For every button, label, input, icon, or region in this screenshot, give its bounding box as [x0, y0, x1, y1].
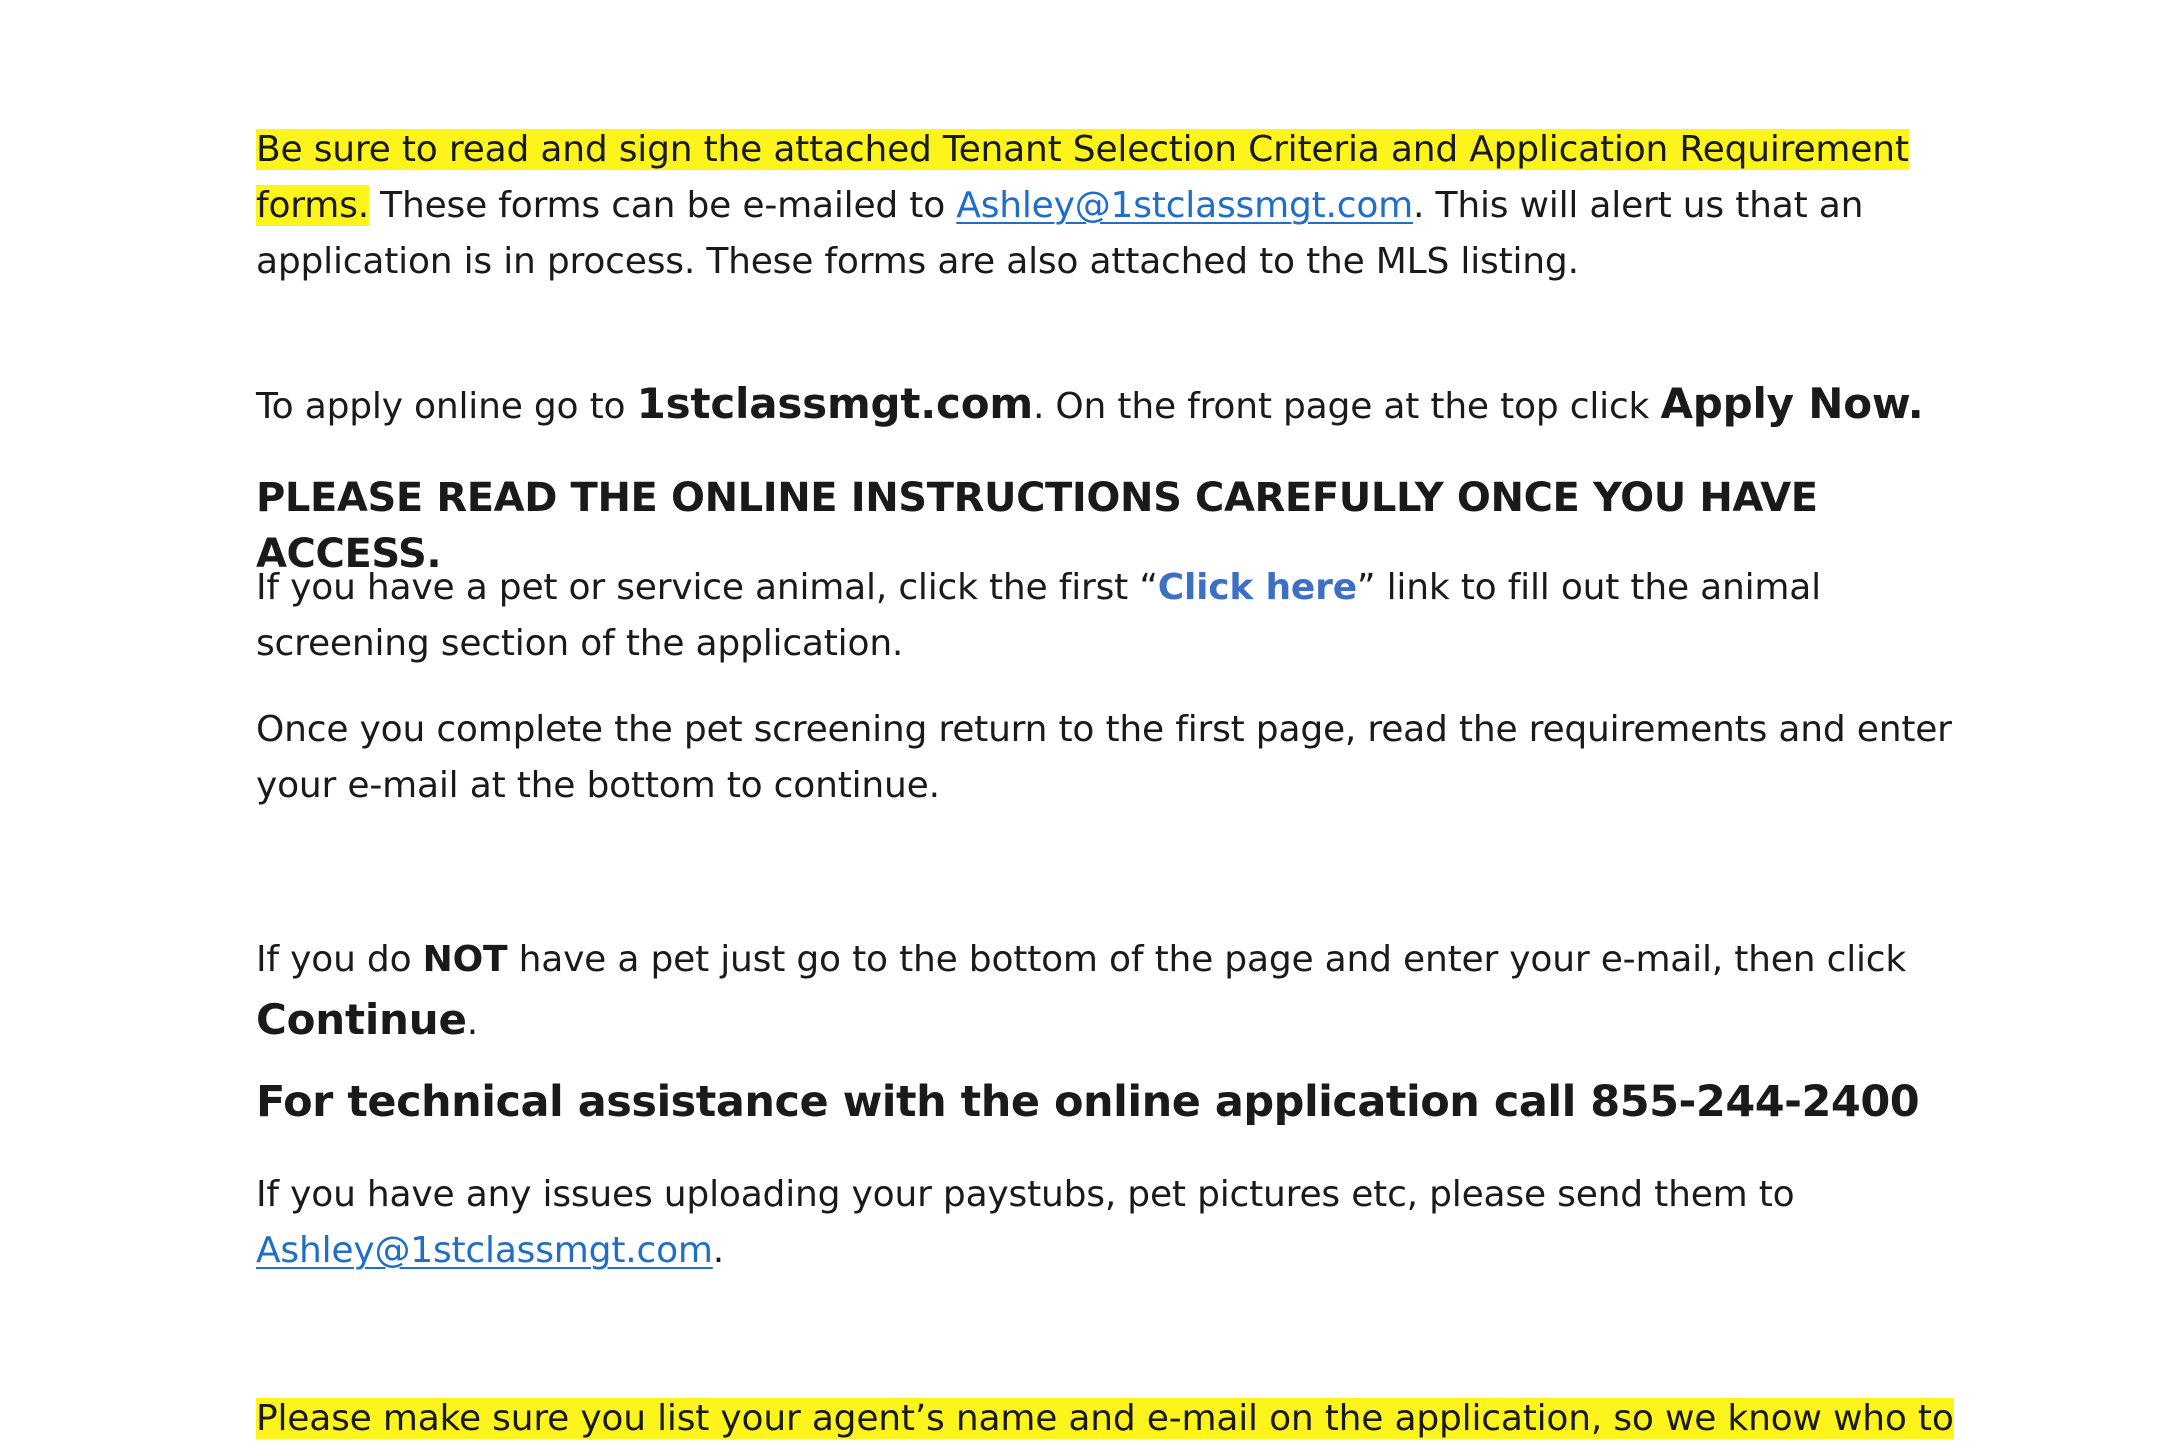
upload-text: If you have any issues uploading your paystubs, pet pictures etc, please send them to — [256, 1174, 1795, 1215]
pet-prefix: If you have a pet or service animal, click the first “ — [256, 567, 1158, 608]
apply-now-text: Apply Now. — [1660, 379, 1924, 428]
continue-text: Continue — [256, 995, 467, 1044]
apply-prefix: To apply online go to — [256, 386, 637, 427]
pet-suffix: ” link to fill out the animal screening section of the application. — [256, 567, 1821, 664]
intro-highlight: Be sure to read and sign the attached Tenant Selection Criteria and Application Requirement forms. — [256, 129, 1909, 226]
intro-paragraph — [256, 122, 1956, 290]
intro-text-1: These forms can be e-mailed to — [368, 185, 957, 226]
no-pet-prefix: If you do — [256, 939, 423, 980]
tech-assistance-heading: For technical assistance with the online application call 855-244-2400 — [256, 1077, 1920, 1127]
no-pet-not: NOT — [422, 939, 508, 980]
upload-suffix: . — [712, 1230, 725, 1271]
no-pet-paragraph — [256, 930, 1956, 1053]
complete-paragraph: Once you complete the pet screening return to the first page, read the requirements and enter your e-mail at the bottom to continue. — [256, 709, 1952, 806]
pet-paragraph — [256, 560, 1956, 672]
apply-site: 1stclassmgt.com — [636, 379, 1033, 428]
intro-text-2: . This will alert us that an application is in process. These forms are also attached to the MLS listing. — [256, 185, 1864, 282]
apply-paragraph — [256, 376, 1956, 435]
upload-email-link[interactable]: Ashley@1stclassmgt.com — [256, 1230, 713, 1271]
instructions-heading: PLEASE READ THE ONLINE INSTRUCTIONS CAREFULLY ONCE YOU HAVE ACCESS. — [256, 475, 1818, 577]
agent-paragraph — [256, 1391, 1956, 1447]
no-pet-suffix: . — [466, 1002, 478, 1043]
intro-email-link[interactable]: Ashley@1stclassmgt.com — [956, 185, 1414, 226]
agent-highlight: Please make sure you list your agent’s name and e-mail on the application, so we know who to — [256, 1398, 1954, 1439]
click-here-link[interactable]: Click here — [1157, 567, 1357, 608]
apply-middle: . On the front page at the top click — [1032, 386, 1661, 427]
upload-paragraph — [256, 1167, 1956, 1279]
no-pet-middle: have a pet just go to the bottom of the page and enter your e-mail, then click — [507, 939, 1907, 980]
